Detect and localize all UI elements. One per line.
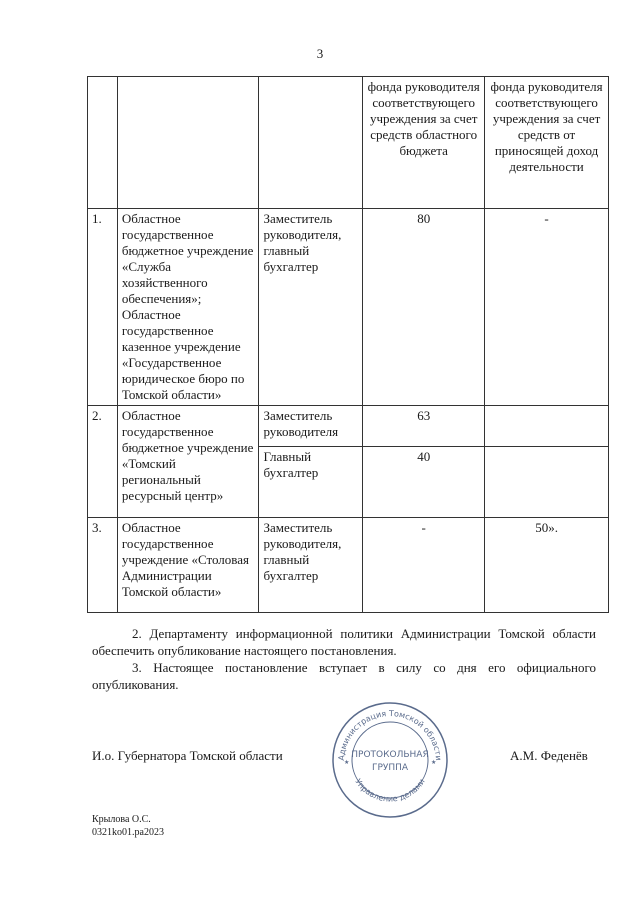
stamp-bottom-text: Управление делами bbox=[353, 777, 427, 804]
row-budget-value: - bbox=[363, 518, 485, 613]
table-header-row bbox=[88, 77, 609, 209]
paragraph-2: 2. Департаменту информационной политики Администрации Томской области обеспечить опубликование настоящего постановления. bbox=[92, 626, 596, 658]
page-number: 3 bbox=[316, 46, 324, 61]
row-income-value: - bbox=[485, 209, 609, 406]
table-row bbox=[88, 406, 609, 447]
row-number: 3. bbox=[88, 518, 118, 613]
footer-author: Крылова О.С. bbox=[92, 814, 151, 825]
row-budget-value: 40 bbox=[363, 447, 485, 518]
row-income-value bbox=[485, 406, 609, 447]
row-position: Заместитель руководителя bbox=[259, 406, 363, 447]
row-organization: Областное государственное учреждение «Столовая Администрации Томской области» bbox=[117, 518, 259, 613]
header-cell-num bbox=[88, 77, 118, 209]
stamp-outer-text: Администрация Томской области bbox=[336, 708, 444, 761]
signatory-title: И.о. Губернатора Томской области bbox=[92, 748, 283, 763]
signatory-name: А.М. Феденёв bbox=[510, 748, 588, 763]
row-budget-value: 63 bbox=[363, 406, 485, 447]
row-position: Заместитель руководителя, главный бухгалтер bbox=[259, 209, 363, 406]
row-number: 2. bbox=[88, 406, 118, 518]
paragraph-3: 3. Настоящее постановление вступает в силу со дня его официального опубликования. bbox=[92, 660, 596, 692]
row-income-value bbox=[485, 447, 609, 518]
row-budget-value: 80 bbox=[363, 209, 485, 406]
stamp-inner-line2: ГРУППА bbox=[371, 763, 409, 773]
stamp-star-icon: ★ bbox=[344, 760, 350, 766]
row-organization: Областное государственное бюджетное учреждение «Служба хозяйственного обеспечения»; Областное государственное казенное учреждение «Государственное юридическое бюро по Томской области» bbox=[117, 209, 259, 406]
footer-doc-id: 0321ko01.pa2023 bbox=[92, 827, 164, 838]
table-row bbox=[88, 209, 609, 406]
table-row bbox=[88, 518, 609, 613]
row-position: Главный бухгалтер bbox=[259, 447, 363, 518]
allowance-table bbox=[87, 76, 609, 613]
row-position: Заместитель руководителя, главный бухгалтер bbox=[259, 518, 363, 613]
stamp-star-icon: ★ bbox=[431, 760, 437, 766]
row-organization: Областное государственное бюджетное учреждение «Томский региональный ресурсный центр» bbox=[117, 406, 259, 518]
header-cell-budget: фонда руководителя соответствующего учреждения за счет средств областного бюджета bbox=[363, 77, 485, 209]
row-number: 1. bbox=[88, 209, 118, 406]
official-stamp bbox=[330, 700, 450, 820]
header-cell-income: фонда руководителя соответствующего учреждения за счет средств от приносящей доход деятельности bbox=[485, 77, 609, 209]
header-cell-org bbox=[117, 77, 259, 209]
stamp-inner-line1: ПРОТОКОЛЬНАЯ bbox=[351, 750, 429, 760]
header-cell-position bbox=[259, 77, 363, 209]
row-income-value: 50». bbox=[485, 518, 609, 613]
